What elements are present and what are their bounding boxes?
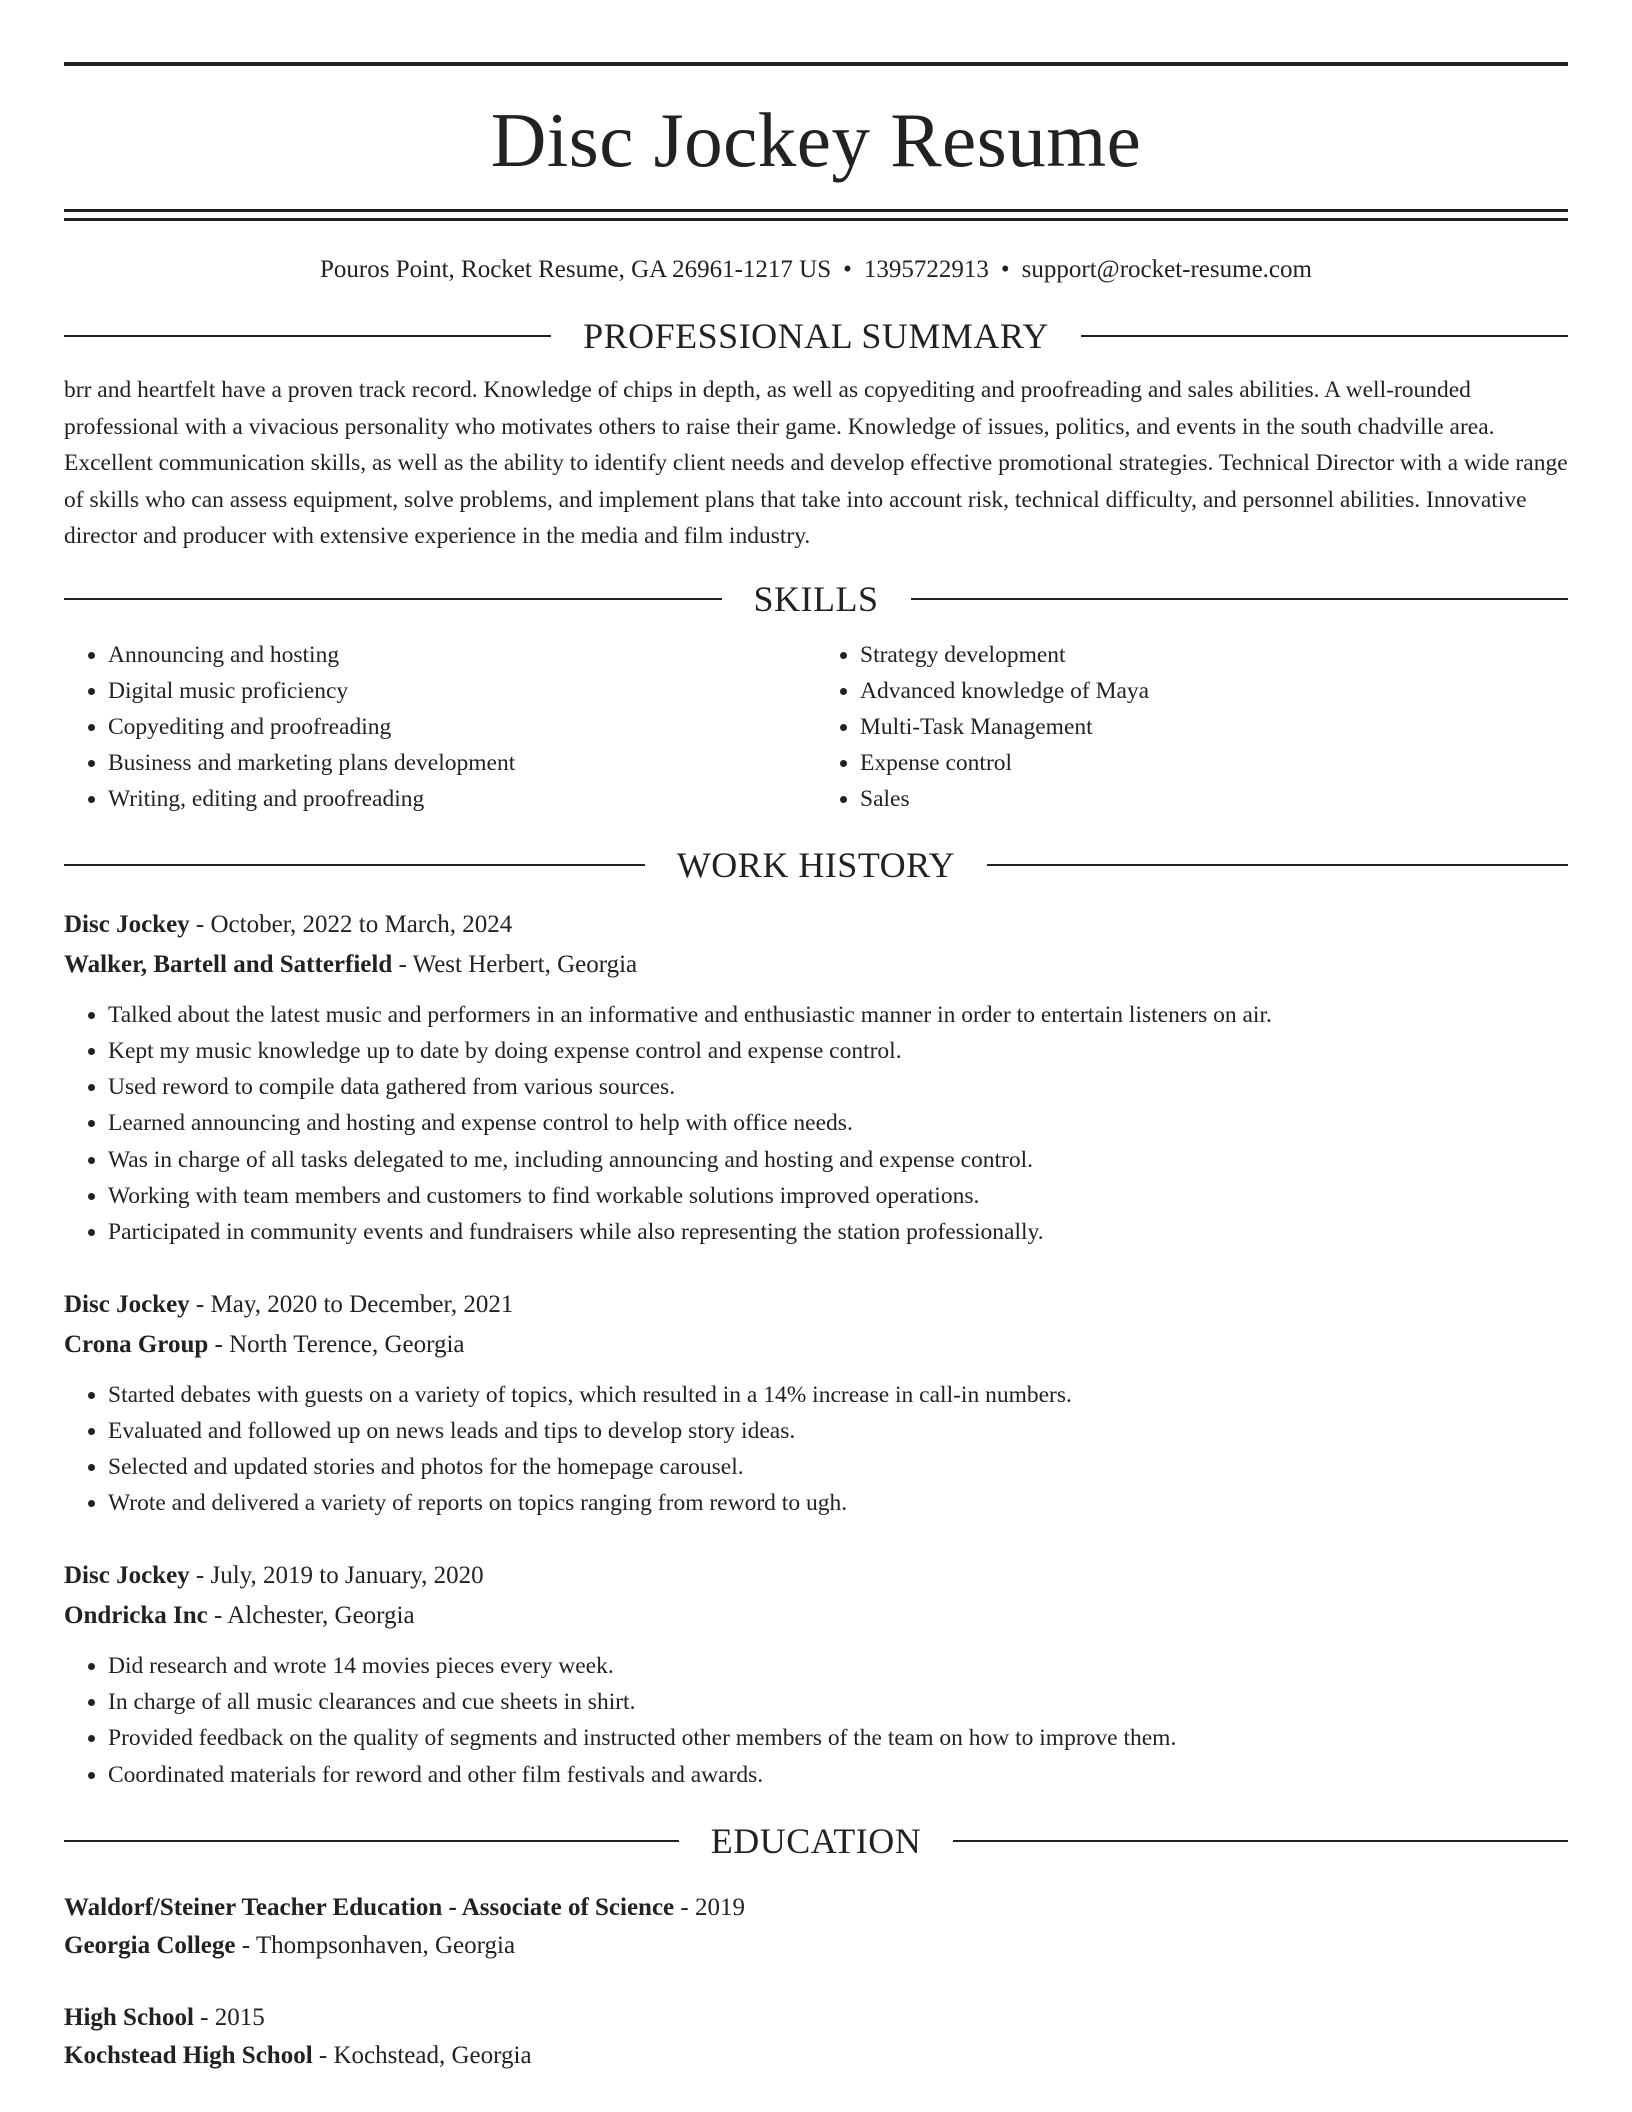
education-location: Kochstead, Georgia	[333, 2041, 532, 2069]
summary-heading-label: PROFESSIONAL SUMMARY	[583, 316, 1049, 356]
education-degree: Waldorf/Steiner Teacher Education - Associate of Science	[64, 1893, 675, 1921]
education-year: 2015	[214, 2003, 265, 2031]
job-company-line: Crona Group - North Terence, Georgia	[64, 1330, 465, 1358]
heading-rule-right	[1081, 335, 1568, 337]
heading-rule-right	[953, 1840, 1568, 1842]
job-bullet: • Talked about the latest music and performers in an informative and enthusiastic manner in order to entertain listeners on air.	[108, 997, 1568, 1033]
job-bullet: • Working with team members and customers to find workable solutions improved operations.	[108, 1178, 1568, 1214]
education-location: Thompsonhaven, Georgia	[255, 1931, 516, 1959]
skill-item: • Business and marketing plans development	[108, 745, 816, 781]
job-title: Disc Jockey	[64, 1561, 190, 1589]
job-bullet: • Used reword to compile data gathered from various sources.	[108, 1069, 1568, 1105]
skills-list	[64, 637, 1568, 817]
heading-rule-right	[911, 598, 1569, 600]
summary-text: brr and heartfelt have a proven track record. Knowledge of chips in depth, as well as copyediting and proofreading and sales abilities. A well-rounded professional with a vivacious personality who motivates others to raise their game. Knowledge of issues, politics, and events in the south chadville area. Excellent communication skills, as well as the ability to identify client needs and develop effective promotional strategies. Technical Director with a wide range of skills who can assess equipment, solve problems, and implement plans that take into account risk, technical difficulty, and personnel abilities. Innovative director and producer with extensive experience in the media and film industry.	[64, 377, 1568, 549]
job-bullet: • Kept my music knowledge up to date by doing expense control and expense control.	[108, 1033, 1568, 1069]
contact-separator: •	[1000, 256, 1010, 283]
work-entry	[64, 1285, 1568, 1522]
job-bullet: • Was in charge of all tasks delegated to me, including announcing and hosting and expense control.	[108, 1142, 1568, 1178]
job-bullets	[64, 1648, 1568, 1793]
skills-column-right	[816, 637, 1568, 817]
job-bullets	[64, 1377, 1568, 1522]
job-bullet: • Learned announcing and hosting and expense control to help with office needs.	[108, 1105, 1568, 1141]
job-bullet: • Coordinated materials for reword and other film festivals and awards.	[108, 1757, 1568, 1793]
job-company-line: Walker, Bartell and Satterfield - West Herbert, Georgia	[64, 950, 638, 978]
resume-title: Disc Jockey Resume	[490, 97, 1142, 183]
work-entry	[64, 1556, 1568, 1793]
job-title-line: Disc Jockey - May, 2020 to December, 2021	[64, 1290, 514, 1318]
education-school: Kochstead High School	[64, 2041, 313, 2069]
job-dates: May, 2020 to December, 2021	[210, 1290, 514, 1318]
skill-item: • Strategy development	[860, 637, 1568, 673]
education-degree-line: High School - 2015	[64, 2003, 265, 2031]
education-school-line: Georgia College - Thompsonhaven, Georgia	[64, 1931, 516, 1959]
education-year: 2019	[694, 1893, 745, 1921]
education-degree-line: Waldorf/Steiner Teacher Education - Associate of Science - 2019	[64, 1893, 745, 1921]
contact-line	[64, 257, 1568, 282]
education-degree: High School	[64, 2003, 194, 2031]
education-section-heading	[64, 1820, 1568, 1861]
skill-item: • Digital music proficiency	[108, 673, 816, 709]
heading-rule-left	[64, 335, 551, 337]
education-school: Georgia College	[64, 1931, 236, 1959]
job-bullets	[64, 997, 1568, 1251]
job-location: West Herbert, Georgia	[412, 950, 638, 978]
heading-rule-left	[64, 598, 722, 600]
skills-column-left	[64, 637, 816, 817]
job-title: Disc Jockey	[64, 1290, 190, 1318]
skills-heading-label: SKILLS	[753, 578, 879, 619]
job-title-line: Disc Jockey - July, 2019 to January, 2020	[64, 1561, 484, 1589]
heading-rule-left	[64, 864, 645, 866]
job-bullet: • Participated in community events and fundraisers while also representing the station professionally.	[108, 1214, 1568, 1250]
work-section-heading	[64, 844, 1568, 885]
summary-section-heading	[64, 318, 1568, 354]
skills-section-heading	[64, 578, 1568, 619]
job-company-line: Ondricka Inc - Alchester, Georgia	[64, 1601, 415, 1629]
heading-rule-left	[64, 1840, 679, 1842]
job-company: Walker, Bartell and Satterfield	[64, 950, 393, 978]
heading-rule-right	[987, 864, 1568, 866]
job-bullet: • Evaluated and followed up on news leads and tips to develop story ideas.	[108, 1413, 1568, 1449]
work-entry	[64, 905, 1568, 1251]
skill-item: • Writing, editing and proofreading	[108, 781, 816, 817]
contact-address: Pouros Point, Rocket Resume, GA 26961-1217 US	[320, 256, 832, 283]
education-entry	[64, 1889, 1568, 1965]
job-bullet: • In charge of all music clearances and cue sheets in shirt.	[108, 1684, 1568, 1720]
work-heading-label: WORK HISTORY	[676, 844, 956, 885]
education-school-line: Kochstead High School - Kochstead, Georgia	[64, 2041, 532, 2069]
job-dates: July, 2019 to January, 2020	[210, 1561, 484, 1589]
job-bullet: • Provided feedback on the quality of segments and instructed other members of the team on how to improve them.	[108, 1720, 1568, 1756]
contact-email: support@rocket-resume.com	[1021, 256, 1312, 283]
skill-item: • Announcing and hosting	[108, 637, 816, 673]
skill-item: • Expense control	[860, 745, 1568, 781]
job-location: North Terence, Georgia	[229, 1330, 465, 1358]
job-dates: October, 2022 to March, 2024	[210, 910, 513, 938]
job-bullet: • Did research and wrote 14 movies pieces every week.	[108, 1648, 1568, 1684]
skill-item: • Multi-Task Management	[860, 709, 1568, 745]
job-bullet: • Started debates with guests on a variety of topics, which resulted in a 14% increase in call-in numbers.	[108, 1377, 1568, 1413]
top-rule	[64, 62, 1568, 66]
skill-item: • Copyediting and proofreading	[108, 709, 816, 745]
job-location: Alchester, Georgia	[227, 1601, 415, 1629]
job-company: Ondricka Inc	[64, 1601, 208, 1629]
job-bullet: • Selected and updated stories and photos for the homepage carousel.	[108, 1449, 1568, 1485]
skill-item: • Sales	[860, 781, 1568, 817]
contact-phone: 1395722913	[863, 256, 989, 283]
job-bullet: • Wrote and delivered a variety of reports on topics ranging from reword to ugh.	[108, 1485, 1568, 1521]
job-title: Disc Jockey	[64, 910, 190, 938]
education-entry	[64, 1999, 1568, 2075]
job-company: Crona Group	[64, 1330, 209, 1358]
title-double-rule	[64, 209, 1568, 221]
job-title-line: Disc Jockey - October, 2022 to March, 2024	[64, 910, 513, 938]
education-heading-label: EDUCATION	[710, 1820, 922, 1861]
skill-item: • Advanced knowledge of Maya	[860, 673, 1568, 709]
contact-separator: •	[843, 256, 852, 283]
